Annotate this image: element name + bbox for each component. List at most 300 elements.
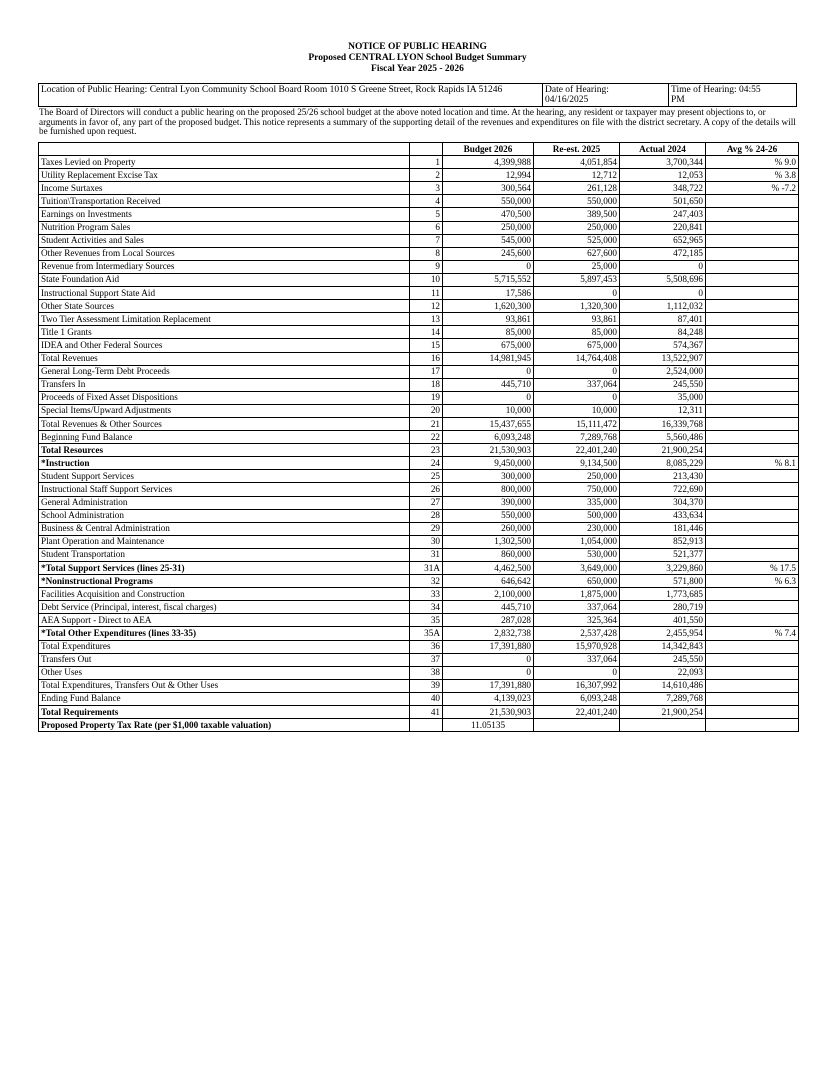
col-header-reest-2025: Re-est. 2025	[534, 143, 620, 156]
row-reest-2025: 500,000	[534, 509, 620, 522]
row-line-number: 32	[410, 575, 443, 588]
row-label: Student Support Services	[39, 470, 410, 483]
row-budget-2026: 300,000	[443, 470, 534, 483]
row-reest-2025: 335,000	[534, 496, 620, 509]
table-row	[39, 562, 799, 575]
row-line-number: 16	[410, 352, 443, 365]
row-label: *Total Other Expenditures (lines 33-35)	[39, 627, 410, 640]
row-budget-2026: 5,715,552	[443, 273, 534, 286]
row-actual-2024: 14,610,486	[620, 679, 706, 692]
table-row	[39, 588, 799, 601]
row-line-number: 41	[410, 706, 443, 719]
row-line-number: 28	[410, 509, 443, 522]
row-budget-2026: 2,100,000	[443, 588, 534, 601]
row-actual-2024: 14,342,843	[620, 640, 706, 653]
table-row	[39, 627, 799, 640]
hearing-time-value: PM	[671, 95, 685, 105]
hearing-location: Location of Public Hearing: Central Lyon Community School Board Room 1010 S Greene Street, Rock Rapids IA 51246	[39, 84, 543, 107]
col-header-avg-pct: Avg % 24-26	[706, 143, 799, 156]
table-row	[39, 234, 799, 247]
row-reest-2025: 22,401,240	[534, 706, 620, 719]
table-row	[39, 182, 799, 195]
row-avg-pct: % 9.0	[706, 156, 799, 169]
row-reest-2025: 250,000	[534, 221, 620, 234]
row-reest-2025: 627,600	[534, 247, 620, 260]
row-avg-pct	[706, 273, 799, 286]
table-row	[39, 326, 799, 339]
row-label: Other Revenues from Local Sources	[39, 247, 410, 260]
row-reest-2025: 4,051,854	[534, 156, 620, 169]
row-budget-2026: 4,399,988	[443, 156, 534, 169]
row-budget-2026: 0	[443, 666, 534, 679]
row-reest-2025: 325,364	[534, 614, 620, 627]
row-actual-2024: 571,800	[620, 575, 706, 588]
row-reest-2025: 337,064	[534, 601, 620, 614]
table-row	[39, 614, 799, 627]
row-budget-2026: 21,530,903	[443, 706, 534, 719]
row-label: Facilities Acquisition and Construction	[39, 588, 410, 601]
row-line-number: 26	[410, 483, 443, 496]
row-label: Beginning Fund Balance	[39, 431, 410, 444]
row-avg-pct: % 3.8	[706, 169, 799, 182]
row-label: Ending Fund Balance	[39, 692, 410, 705]
row-actual-2024: 3,700,344	[620, 156, 706, 169]
table-row	[39, 640, 799, 653]
row-reest-2025: 650,000	[534, 575, 620, 588]
row-reest-2025: 12,712	[534, 169, 620, 182]
row-reest-2025: 1,054,000	[534, 535, 620, 548]
row-avg-pct	[706, 365, 799, 378]
row-reest-2025: 750,000	[534, 483, 620, 496]
row-budget-2026: 0	[443, 365, 534, 378]
row-actual-2024: 84,248	[620, 326, 706, 339]
table-row	[39, 313, 799, 326]
row-avg-pct	[706, 588, 799, 601]
row-label: Special Items/Upward Adjustments	[39, 404, 410, 417]
hearing-date-value: 04/16/2025	[545, 95, 589, 105]
row-line-number: 40	[410, 692, 443, 705]
row-line-number: 33	[410, 588, 443, 601]
row-reest-2025: 0	[534, 666, 620, 679]
row-label: Total Expenditures	[39, 640, 410, 653]
table-row	[39, 208, 799, 221]
row-reest-2025: 1,875,000	[534, 588, 620, 601]
row-reest-2025: 0	[534, 365, 620, 378]
col-header-actual-2024: Actual 2024	[620, 143, 706, 156]
row-reest-2025: 22,401,240	[534, 444, 620, 457]
row-label: Two Tier Assessment Limitation Replacement	[39, 313, 410, 326]
row-actual-2024: 3,229,860	[620, 562, 706, 575]
row-label: *Total Support Services (lines 25-31)	[39, 562, 410, 575]
notice-paragraph: The Board of Directors will conduct a public hearing on the proposed 25/26 school budget at the above noted location and time. At the hearing, any resident or taxpayer may present objections to, or arguments in favor of, any part of the proposed budget. This notice represents a summary of the supporting detail of the revenues and expenditures on file with the district secretary. A copy of the details will be furnished upon request.	[39, 107, 796, 137]
row-reest-2025: 85,000	[534, 326, 620, 339]
row-budget-2026: 390,000	[443, 496, 534, 509]
row-avg-pct	[706, 444, 799, 457]
row-actual-2024: 2,524,000	[620, 365, 706, 378]
row-budget-2026: 545,000	[443, 234, 534, 247]
row-budget-2026: 4,462,500	[443, 562, 534, 575]
row-reest-2025: 0	[534, 391, 620, 404]
table-row	[39, 156, 799, 169]
table-row	[39, 483, 799, 496]
row-avg-pct	[706, 300, 799, 313]
row-line-number: 35	[410, 614, 443, 627]
row-label: Total Revenues	[39, 352, 410, 365]
row-budget-2026: 0	[443, 653, 534, 666]
row-budget-2026: 300,564	[443, 182, 534, 195]
table-row	[39, 273, 799, 286]
row-label: Transfers Out	[39, 653, 410, 666]
row-avg-pct	[706, 509, 799, 522]
row-reest-2025: 14,764,408	[534, 352, 620, 365]
row-line-number: 37	[410, 653, 443, 666]
row-budget-2026: 4,139,023	[443, 692, 534, 705]
row-label: *Noninstructional Programs	[39, 575, 410, 588]
row-reest-2025: 261,128	[534, 182, 620, 195]
row-line-number: 31A	[410, 562, 443, 575]
table-row	[39, 522, 799, 535]
row-label: School Administration	[39, 509, 410, 522]
row-line-number: 25	[410, 470, 443, 483]
row-actual-2024: 5,508,696	[620, 273, 706, 286]
row-avg-pct	[706, 391, 799, 404]
row-reest-2025: 3,649,000	[534, 562, 620, 575]
row-line-number: 30	[410, 535, 443, 548]
table-row	[39, 169, 799, 182]
row-line-number: 35A	[410, 627, 443, 640]
row-line-number: 11	[410, 287, 443, 300]
row-actual-2024: 5,560,486	[620, 431, 706, 444]
row-avg-pct	[706, 431, 799, 444]
table-row	[39, 404, 799, 417]
row-budget-2026: 2,832,738	[443, 627, 534, 640]
row-budget-2026: 445,710	[443, 378, 534, 391]
row-avg-pct	[706, 326, 799, 339]
row-budget-2026: 245,600	[443, 247, 534, 260]
row-actual-2024: 16,339,768	[620, 417, 706, 430]
row-actual-2024: 2,455,954	[620, 627, 706, 640]
row-avg-pct: % 7.4	[706, 627, 799, 640]
row-avg-pct: % 17.5	[706, 562, 799, 575]
row-avg-pct	[706, 195, 799, 208]
row-label: Student Activities and Sales	[39, 234, 410, 247]
row-budget-2026: 6,093,248	[443, 431, 534, 444]
table-row	[39, 417, 799, 430]
budget-rows	[39, 156, 799, 719]
table-row	[39, 496, 799, 509]
row-reest-2025: 9,134,500	[534, 457, 620, 470]
row-line-number: 18	[410, 378, 443, 391]
row-actual-2024: 0	[620, 260, 706, 273]
row-actual-2024: 12,053	[620, 169, 706, 182]
row-actual-2024: 521,377	[620, 548, 706, 561]
row-reest-2025: 16,307,992	[534, 679, 620, 692]
col-header-budget-2026: Budget 2026	[443, 143, 534, 156]
row-label: Other State Sources	[39, 300, 410, 313]
row-label: Instructional Support State Aid	[39, 287, 410, 300]
row-line-number: 22	[410, 431, 443, 444]
row-line-number: 14	[410, 326, 443, 339]
hearing-time	[669, 84, 797, 107]
row-budget-2026: 646,642	[443, 575, 534, 588]
row-label: Other Uses	[39, 666, 410, 679]
row-line-number: 23	[410, 444, 443, 457]
budget-summary-table	[38, 142, 799, 732]
table-row	[39, 706, 799, 719]
table-row	[39, 378, 799, 391]
row-actual-2024: 433,634	[620, 509, 706, 522]
table-row	[39, 457, 799, 470]
hearing-time-label: Time of Hearing: 04:55	[671, 85, 761, 95]
notice-title: NOTICE OF PUBLIC HEARING	[348, 42, 487, 52]
row-avg-pct	[706, 417, 799, 430]
row-avg-pct	[706, 601, 799, 614]
row-actual-2024: 245,550	[620, 378, 706, 391]
row-line-number: 20	[410, 404, 443, 417]
row-label: Instructional Staff Support Services	[39, 483, 410, 496]
row-actual-2024: 87,401	[620, 313, 706, 326]
row-label: Total Requirements	[39, 706, 410, 719]
row-reest-2025: 15,970,928	[534, 640, 620, 653]
row-reest-2025: 525,000	[534, 234, 620, 247]
row-avg-pct	[706, 404, 799, 417]
row-actual-2024: 501,650	[620, 195, 706, 208]
row-budget-2026: 17,391,880	[443, 679, 534, 692]
row-label: Taxes Levied on Property	[39, 156, 410, 169]
row-label: Transfers In	[39, 378, 410, 391]
row-line-number: 21	[410, 417, 443, 430]
tax-rate-value: 11.05135	[443, 719, 534, 732]
row-line-number: 10	[410, 273, 443, 286]
row-budget-2026: 675,000	[443, 339, 534, 352]
row-line-number: 4	[410, 195, 443, 208]
row-reest-2025: 1,320,300	[534, 300, 620, 313]
row-budget-2026: 550,000	[443, 195, 534, 208]
row-avg-pct	[706, 483, 799, 496]
row-label: Tuition\Transportation Received	[39, 195, 410, 208]
row-label: Business & Central Administration	[39, 522, 410, 535]
row-actual-2024: 652,965	[620, 234, 706, 247]
table-row	[39, 431, 799, 444]
row-budget-2026: 14,981,945	[443, 352, 534, 365]
table-row	[39, 601, 799, 614]
row-label: Plant Operation and Maintenance	[39, 535, 410, 548]
row-avg-pct	[706, 260, 799, 273]
row-avg-pct	[706, 548, 799, 561]
row-actual-2024: 574,367	[620, 339, 706, 352]
table-row	[39, 548, 799, 561]
row-line-number: 24	[410, 457, 443, 470]
row-budget-2026: 800,000	[443, 483, 534, 496]
row-avg-pct	[706, 692, 799, 705]
row-actual-2024: 280,719	[620, 601, 706, 614]
row-avg-pct	[706, 313, 799, 326]
row-label: *Instruction	[39, 457, 410, 470]
row-reest-2025: 530,000	[534, 548, 620, 561]
row-avg-pct	[706, 679, 799, 692]
row-actual-2024: 722,690	[620, 483, 706, 496]
table-row	[39, 339, 799, 352]
table-row	[39, 575, 799, 588]
row-line-number: 2	[410, 169, 443, 182]
hearing-date	[543, 84, 669, 107]
row-label: Proceeds of Fixed Asset Dispositions	[39, 391, 410, 404]
table-row	[39, 444, 799, 457]
row-avg-pct	[706, 640, 799, 653]
row-line-number: 3	[410, 182, 443, 195]
row-label: Utility Replacement Excise Tax	[39, 169, 410, 182]
table-row	[39, 352, 799, 365]
row-actual-2024: 21,900,254	[620, 706, 706, 719]
row-actual-2024: 213,430	[620, 470, 706, 483]
row-label: Nutrition Program Sales	[39, 221, 410, 234]
row-line-number: 27	[410, 496, 443, 509]
row-avg-pct: % 6.3	[706, 575, 799, 588]
row-actual-2024: 245,550	[620, 653, 706, 666]
row-line-number: 36	[410, 640, 443, 653]
row-budget-2026: 550,000	[443, 509, 534, 522]
row-actual-2024: 13,522,907	[620, 352, 706, 365]
row-reest-2025: 0	[534, 287, 620, 300]
row-actual-2024: 1,112,032	[620, 300, 706, 313]
row-label: Total Expenditures, Transfers Out & Other Uses	[39, 679, 410, 692]
tax-rate-empty	[620, 719, 706, 732]
row-line-number: 6	[410, 221, 443, 234]
row-label: State Foundation Aid	[39, 273, 410, 286]
row-label: General Administration	[39, 496, 410, 509]
row-reest-2025: 230,000	[534, 522, 620, 535]
table-row	[39, 195, 799, 208]
row-budget-2026: 10,000	[443, 404, 534, 417]
hearing-date-label: Date of Hearing:	[545, 85, 609, 95]
row-actual-2024: 7,289,768	[620, 692, 706, 705]
row-avg-pct	[706, 666, 799, 679]
table-row	[39, 260, 799, 273]
row-reest-2025: 93,861	[534, 313, 620, 326]
row-avg-pct: % -7.2	[706, 182, 799, 195]
table-header-row	[39, 143, 799, 156]
row-avg-pct	[706, 470, 799, 483]
table-row	[39, 666, 799, 679]
row-reest-2025: 6,093,248	[534, 692, 620, 705]
row-budget-2026: 15,437,655	[443, 417, 534, 430]
row-line-number: 31	[410, 548, 443, 561]
tax-rate-label: Proposed Property Tax Rate (per $1,000 taxable valuation)	[39, 719, 410, 732]
row-avg-pct	[706, 706, 799, 719]
row-avg-pct	[706, 378, 799, 391]
table-row	[39, 470, 799, 483]
table-row	[39, 247, 799, 260]
row-avg-pct	[706, 339, 799, 352]
table-row	[39, 287, 799, 300]
row-reest-2025: 550,000	[534, 195, 620, 208]
col-header-label	[39, 143, 410, 156]
row-budget-2026: 93,861	[443, 313, 534, 326]
row-reest-2025: 250,000	[534, 470, 620, 483]
notice-header	[0, 42, 835, 75]
fiscal-year: Fiscal Year 2025 - 2026	[371, 64, 464, 74]
row-budget-2026: 1,302,500	[443, 535, 534, 548]
row-line-number: 12	[410, 300, 443, 313]
row-actual-2024: 12,311	[620, 404, 706, 417]
row-label: Revenue from Intermediary Sources	[39, 260, 410, 273]
row-line-number: 7	[410, 234, 443, 247]
row-reest-2025: 25,000	[534, 260, 620, 273]
row-avg-pct: % 8.1	[706, 457, 799, 470]
row-reest-2025: 389,500	[534, 208, 620, 221]
row-reest-2025: 2,537,428	[534, 627, 620, 640]
row-budget-2026: 250,000	[443, 221, 534, 234]
col-header-line	[410, 143, 443, 156]
row-label: Title 1 Grants	[39, 326, 410, 339]
row-actual-2024: 852,913	[620, 535, 706, 548]
table-row	[39, 509, 799, 522]
row-label: Total Resources	[39, 444, 410, 457]
row-actual-2024: 401,550	[620, 614, 706, 627]
row-avg-pct	[706, 234, 799, 247]
row-label: Earnings on Investments	[39, 208, 410, 221]
row-line-number: 38	[410, 666, 443, 679]
row-budget-2026: 0	[443, 391, 534, 404]
row-label: AEA Support - Direct to AEA	[39, 614, 410, 627]
tax-rate-line	[410, 719, 443, 732]
row-label: IDEA and Other Federal Sources	[39, 339, 410, 352]
row-line-number: 5	[410, 208, 443, 221]
row-line-number: 8	[410, 247, 443, 260]
row-budget-2026: 1,620,300	[443, 300, 534, 313]
table-row	[39, 365, 799, 378]
row-line-number: 17	[410, 365, 443, 378]
row-budget-2026: 21,530,903	[443, 444, 534, 457]
row-actual-2024: 181,446	[620, 522, 706, 535]
row-label: Total Revenues & Other Sources	[39, 417, 410, 430]
row-budget-2026: 12,994	[443, 169, 534, 182]
row-avg-pct	[706, 247, 799, 260]
row-actual-2024: 304,370	[620, 496, 706, 509]
row-line-number: 19	[410, 391, 443, 404]
row-budget-2026: 445,710	[443, 601, 534, 614]
row-budget-2026: 0	[443, 260, 534, 273]
row-avg-pct	[706, 208, 799, 221]
row-avg-pct	[706, 352, 799, 365]
row-avg-pct	[706, 287, 799, 300]
row-budget-2026: 287,028	[443, 614, 534, 627]
row-line-number: 1	[410, 156, 443, 169]
row-label: Debt Service (Principal, interest, fiscal charges)	[39, 601, 410, 614]
tax-rate-row	[39, 719, 799, 732]
row-actual-2024: 35,000	[620, 391, 706, 404]
budget-summary-title: Proposed CENTRAL LYON School Budget Summary	[308, 53, 527, 63]
row-avg-pct	[706, 496, 799, 509]
row-label: Income Surtaxes	[39, 182, 410, 195]
row-reest-2025: 5,897,453	[534, 273, 620, 286]
row-reest-2025: 675,000	[534, 339, 620, 352]
row-reest-2025: 337,064	[534, 653, 620, 666]
row-budget-2026: 17,391,880	[443, 640, 534, 653]
row-actual-2024: 472,185	[620, 247, 706, 260]
row-line-number: 39	[410, 679, 443, 692]
tax-rate-empty	[706, 719, 799, 732]
row-budget-2026: 260,000	[443, 522, 534, 535]
row-actual-2024: 0	[620, 287, 706, 300]
row-avg-pct	[706, 535, 799, 548]
row-actual-2024: 247,403	[620, 208, 706, 221]
row-avg-pct	[706, 614, 799, 627]
row-budget-2026: 860,000	[443, 548, 534, 561]
table-row	[39, 679, 799, 692]
row-actual-2024: 220,841	[620, 221, 706, 234]
table-row	[39, 535, 799, 548]
